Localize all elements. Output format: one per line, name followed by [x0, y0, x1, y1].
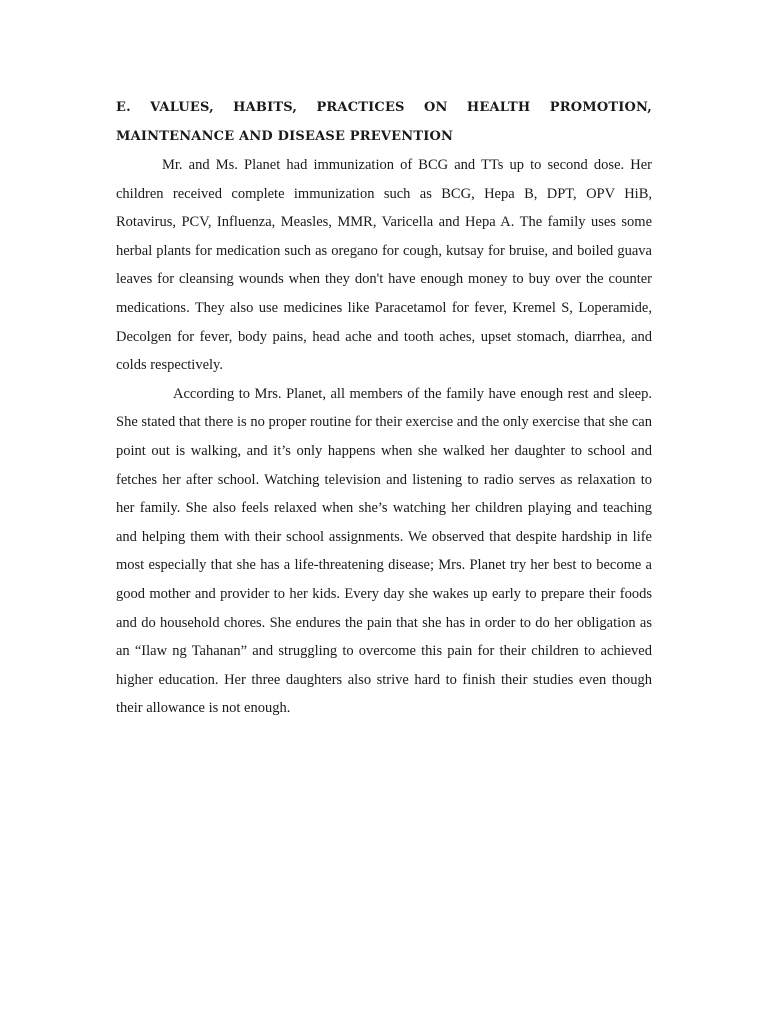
section-heading-line2: MAINTENANCE AND DISEASE PREVENTION: [116, 129, 454, 144]
section-heading: [116, 93, 652, 151]
paragraph-immunization: Mr. and Ms. Planet had immunization of BCG and TTs up to second dose. Her children received complete immunization such as BCG, Hepa B, DPT, OPV HiB, Rotavirus, PCV, Influenza, Measles, MMR, Varicella and Hepa A. The family uses some herbal plants for medication such as oregano for cough, kutsay for bruise, and boiled guava leaves for cleansing wounds when they don't have enough money to buy over the counter medications. They also use medicines like Paracetamol for fever, Kremel S, Loperamide, Decolgen for fever, body pains, head ache and tooth aches, upset stomach, diarrhea, and colds respectively.: [116, 157, 652, 374]
paragraph-rest-and-exercise: According to Mrs. Planet, all members of the family have enough rest and sleep. She stated that there is no proper routine for their exercise and the only exercise that she can point out is walking, and it’s only happens when she walked her daughter to school and fetches her after school. Watching television and listening to radio serves as relaxation to her family. She also feels relaxed when she’s watching her children playing and teaching and helping them with their school assignments. We observed that despite hardship in life most especially that she has a life-threatening disease; Mrs. Planet try her best to become a good mother and provider to her kids. Every day she wakes up early to prepare their foods and do household chores. She endures the pain that she has in order to do her obligation as an “Ilaw ng Tahanan” and struggling to overcome this pain for their children to achieved higher education. Her three daughters also strive hard to finish their studies even though their allowance is not enough.: [116, 385, 652, 717]
section-heading-line1: E. VALUES, HABITS, PRACTICES ON HEALTH PROMOTION,: [116, 100, 652, 115]
document-body: [116, 93, 652, 723]
